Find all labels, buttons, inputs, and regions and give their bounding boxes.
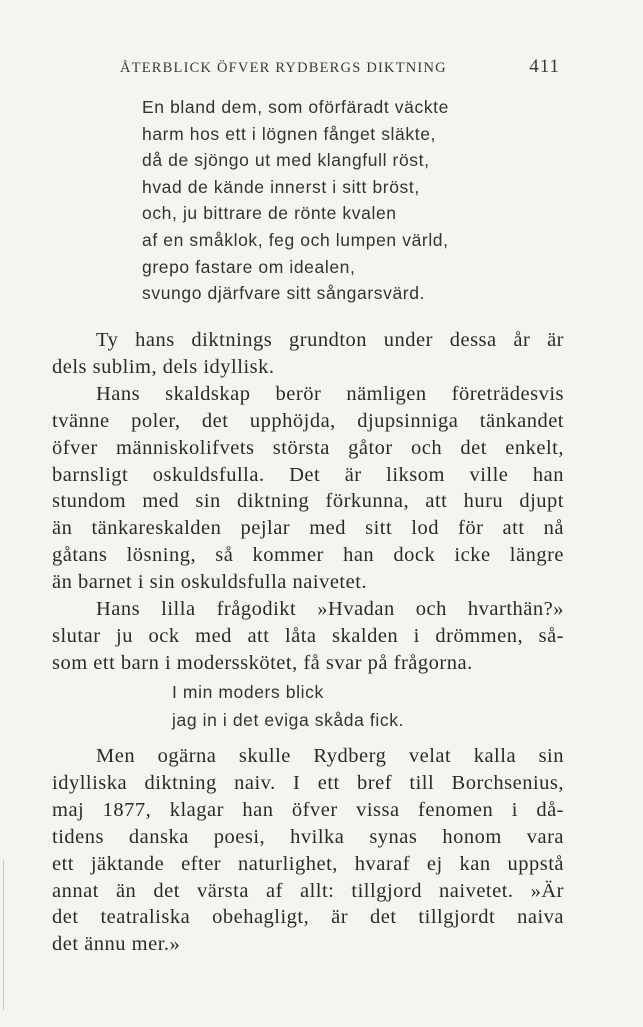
prose-line: tidens danska poesi, hvilka synas honom vara [52, 825, 564, 848]
prose-line: Hans lilla frågodikt »Hvadan och hvarthän?» [96, 598, 564, 621]
verse-line: hvad de kände innerst i sitt bröst, [142, 176, 420, 197]
verse-line: svungo djärfvare sitt sångarsvärd. [142, 283, 426, 304]
verse-line: En bland dem, som oförfäradt väckte [142, 97, 449, 117]
prose-line: gåtans lösning, så kommer han dock icke längre [52, 544, 564, 567]
prose-line: idylliska diktning naiv. I ett bref till Borchsenius, [52, 771, 564, 794]
quote-block [172, 679, 532, 734]
prose-block-1 [52, 327, 564, 677]
prose-line: barnsligt oskuldsfulla. Det är liksom ville han [52, 463, 564, 486]
prose-line: slutar ju ock med att låta skalden i drömmen, så- [52, 624, 564, 647]
prose-line: tvänne poler, det upphöjda, djupsinniga tänkandet [52, 409, 564, 432]
prose-line: än tänkareskalden pejlar med sitt lod för att nå [52, 517, 564, 540]
prose-line: det teatraliska obehagligt, är det tillgjordt naiva [52, 906, 564, 929]
prose-line: det ännu mer.» [52, 933, 181, 956]
verse-line: grepo fastare om idealen, [142, 256, 356, 277]
verse-line: då de sjöngo ut med klangfull röst, [142, 150, 430, 171]
quote-line: I min moders blick [172, 682, 324, 702]
prose-line: som ett barn i modersskötet, få svar på frågorna. [52, 651, 473, 674]
page-edge-line [3, 860, 4, 1010]
prose-line: dels sublim, dels idyllisk. [52, 355, 275, 378]
running-head: ÅTERBLICK ÖFVER RYDBERGS DIKTNING [120, 60, 447, 76]
prose-block-2 [52, 743, 564, 958]
prose-line: än barnet i sin oskuldsfulla naivetet. [52, 571, 368, 594]
verse-block [142, 94, 542, 307]
quote-line: jag in i det eviga skåda fick. [172, 709, 405, 730]
verse-line: harm hos ett i lögnen fånget släkte, [142, 123, 436, 144]
prose-line: maj 1877, klagar han öfver vissa fenomen i då- [52, 798, 564, 821]
prose-line: stundom med sin diktning förkunna, att huru djupt [52, 490, 564, 513]
prose-line: ett jäktande efter naturlighet, hvaraf ej kan uppstå [52, 852, 564, 875]
prose-line: öfver människolifvets största gåtor och det enkelt, [52, 436, 564, 459]
prose-line: annat än det värsta af allt: tillgjord naivetet. »Är [52, 879, 564, 902]
page-number: 411 [529, 56, 560, 77]
prose-line: Ty hans diktnings grundton under dessa år är [96, 329, 564, 351]
prose-line: Men ogärna skulle Rydberg velat kalla sin [96, 745, 564, 767]
page-header [120, 56, 560, 80]
verse-line: af en småklok, feg och lumpen värld, [142, 229, 449, 250]
verse-line: och, ju bittrare de rönte kvalen [142, 203, 397, 224]
prose-line: Hans skaldskap berör nämligen företrädesvis [96, 382, 564, 405]
